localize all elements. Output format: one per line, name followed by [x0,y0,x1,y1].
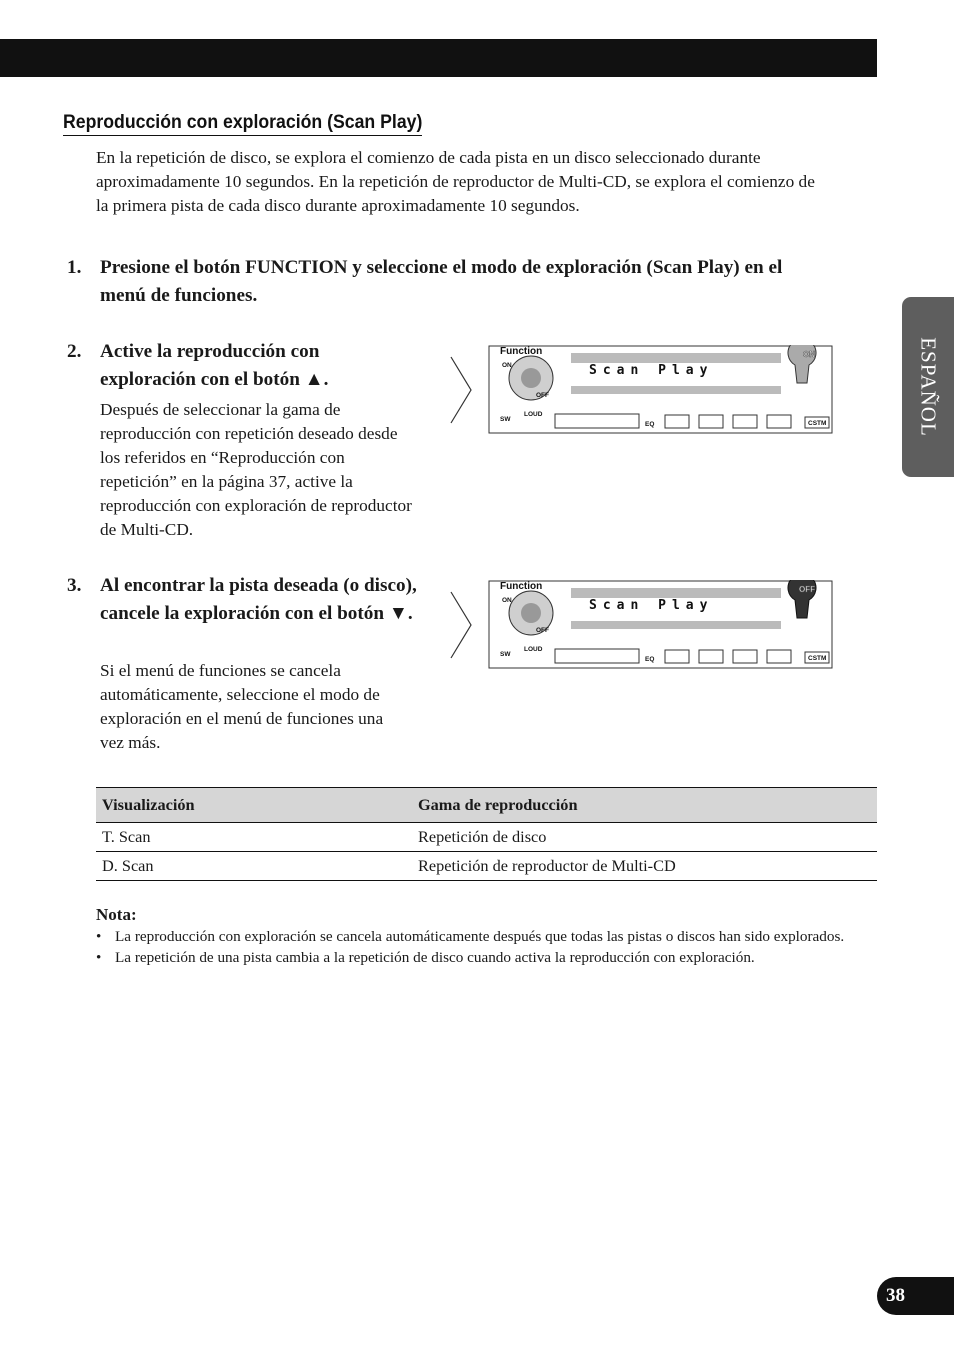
step-2-body: Después de seleccionar la gama de reproducción con repetición deseado desde los referidos en “Reproducción con repetición” en la página 37, active la reproducción con exploración de reproductor de Multi-CD. [100,400,412,539]
playback-range-table [96,787,877,881]
on-label: ON [502,597,512,604]
note-item: • La repetición de una pista cambia a la repetición de disco cuando activa la reproducción con exploración. [96,948,856,969]
off-label: OFF [536,627,549,634]
lcd-text: Scan Play [589,598,714,613]
function-label: Function [500,346,543,357]
note-item: • La reproducción con exploración se cancela automáticamente después que todas las pistas o discos han sido explorados. [96,927,856,948]
header-bar [0,39,877,77]
sw-label: SW [500,651,511,658]
page-number: 38 [877,1277,954,1315]
table-cell: Repetición de reproductor de Multi-CD [412,852,877,881]
function-label: Function [500,581,543,592]
eq-label: EQ [645,421,655,428]
cstm-label: CSTM [808,420,827,427]
cstm-label: CSTM [808,655,827,662]
loud-label: LOUD [524,411,543,418]
step-3-body: Si el menú de funciones se cancela automáticamente, seleccione el modo de exploración en el menú de funciones una vez más. [100,661,384,752]
indicator-on: ON [803,350,815,359]
indicator-off: OFF [799,585,815,594]
step-1-number: 1. [67,257,82,278]
table-row [96,823,877,852]
step-3-heading: Al encontrar la pista deseada (o disco), cancele la exploración con el botón ▼. [100,575,417,624]
eq-label: EQ [645,656,655,663]
table-row [96,852,877,881]
step-1-heading: Presione el botón FUNCTION y seleccione el modo de exploración (Scan Play) en el menú de funciones. [100,257,783,306]
display-illustration-on [449,345,835,435]
step-2-heading: Active la reproducción con exploración con el botón ▲. [100,341,329,390]
on-label: ON [502,362,512,369]
off-label: OFF [536,392,549,399]
language-tab-label: ESPAÑOL [916,337,941,437]
intro-paragraph: En la repetición de disco, se explora el comienzo de cada pista en un disco seleccionado durante aproximadamente 10 segundos. En la repetición de reproductor de Multi-CD, se explora el comienzo de la primera pista de cada disco durante aproximadamente 10 segundos. [96,148,815,215]
step-2-number: 2. [67,341,82,362]
table-cell: D. Scan [96,852,412,881]
step-3-number: 3. [67,575,82,596]
sw-label: SW [500,416,511,423]
lcd-text: Scan Play [589,363,714,378]
table-cell: T. Scan [96,823,412,852]
section-title: Reproducción con exploración (Scan Play) [63,112,422,136]
table-header-visualizacion: Visualización [96,788,412,823]
table-header-row [96,788,877,823]
table-header-gama: Gama de reproducción [412,788,877,823]
language-tab [902,297,954,477]
notes-list [96,927,856,968]
loud-label: LOUD [524,646,543,653]
display-illustration-off [449,580,835,670]
note-title: Nota: [96,905,137,924]
table-cell: Repetición de disco [412,823,877,852]
